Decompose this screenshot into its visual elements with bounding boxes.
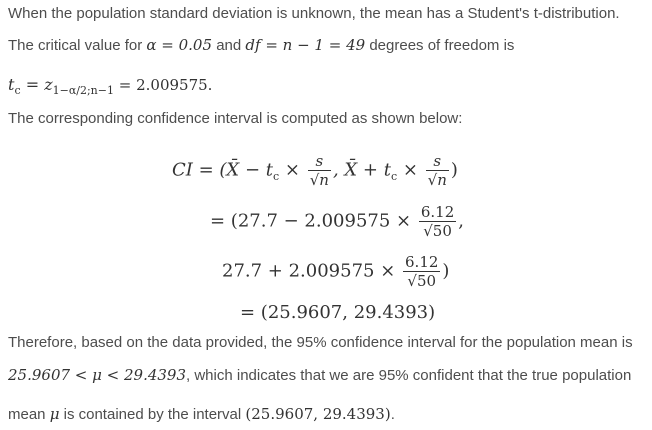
tc-sub-2: c [390,169,398,183]
frac-denominator: √n [309,171,329,189]
critical-value-line [8,36,514,54]
ci-intro-text: The corresponding confidence interval is computed as shown below: [8,110,463,127]
tc-line [8,75,212,95]
tc-lhs-sub: c [14,84,21,97]
alpha-expression: α = 0.05 [146,36,213,54]
critical-prefix: The critical value for [8,37,143,54]
fraction-s-over-sqrt-n-2 [426,152,449,189]
period: . [390,406,395,423]
formula-line-1 [172,152,458,189]
fraction-612-over-sqrt50-1 [419,203,456,240]
frac-denominator: √n [427,171,447,189]
tc-z-sub: 1−α/2;n−1 [52,84,114,97]
close-paren-3: ) [442,260,450,282]
frac-numerator: s [315,152,324,170]
line2-lhs: = (27.7 − 2.009575 × [210,210,417,232]
tc-lhs: t [8,75,15,94]
tc-eq: = z [20,75,53,94]
times-1: × [279,159,306,181]
critical-mid: and [216,37,242,54]
formula-line-3 [222,253,449,290]
frac-numerator: s [433,152,442,170]
interval-value: (25.9607, 29.4393) [245,405,391,423]
conclusion-line-1: Therefore, based on the data provided, the 95% confidence interval for the population mean is [8,334,633,351]
times-2: × [397,159,424,181]
frac-numerator: 6.12 [405,253,439,271]
interval-inequality: 25.9607 < μ < 29.4393 [8,366,187,384]
conclusion-line-2 [8,366,631,384]
tc-rhs: = 2.009575. [113,76,213,94]
ci-upper: , X̄ + t [332,159,391,181]
conclusion-line-3 [8,405,395,423]
formula-line-4: = (25.9607, 29.4393) [240,302,436,323]
frac-denominator: √50 [419,221,456,240]
frac-denominator: √50 [403,271,440,290]
frac-numerator: 6.12 [420,203,455,221]
ci-lhs: CI = (X̄ − t [172,159,274,181]
df-expression: df = n − 1 = 49 [245,36,366,54]
fraction-s-over-sqrt-n-1 [308,152,331,189]
mu-symbol: μ [49,405,60,423]
formula-line-2 [210,203,464,240]
tc-sub-1: c [273,169,280,183]
close-paren-1: ) [450,159,458,181]
line3-lhs: 27.7 + 2.009575 × [222,260,402,282]
conclusion-text-2: , which indicates that we are 95% confident that the true population [186,367,632,384]
contained-text: is contained by the interval [63,406,242,423]
critical-suffix: degrees of freedom is [369,37,515,54]
intro-text: When the population standard deviation is unknown, the mean has a Student's t-distribution. [8,5,620,22]
mean-word: mean [8,406,46,423]
comma: , [458,210,464,232]
fraction-612-over-sqrt50-2 [403,253,440,290]
